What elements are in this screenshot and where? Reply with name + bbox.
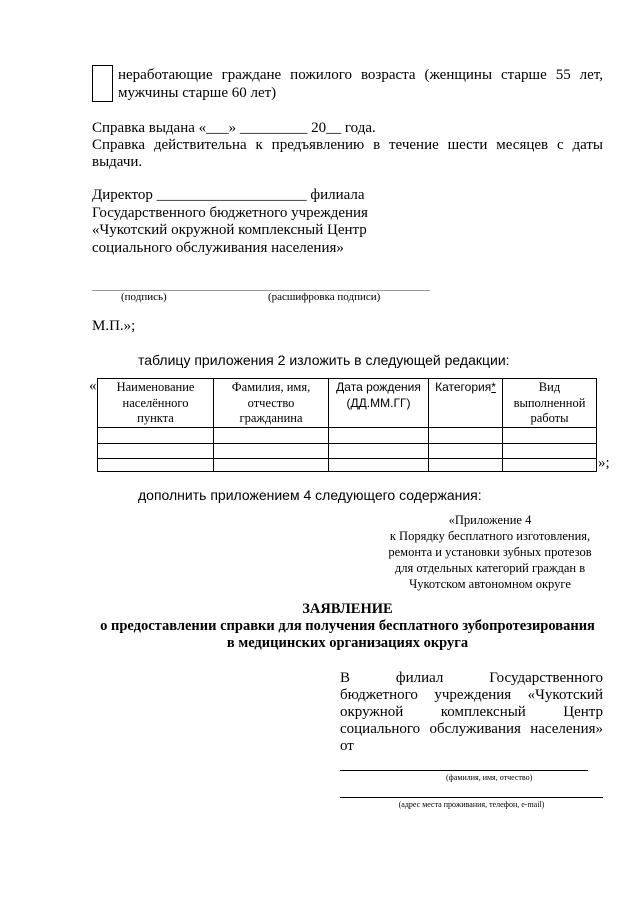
appendix-header-line: «Приложение 4 — [448, 513, 532, 527]
header-line: Наименование — [116, 380, 195, 394]
table-cell — [503, 443, 597, 458]
header-line: Вид — [538, 380, 561, 394]
header-line — [429, 380, 502, 396]
instruction-table-text: таблицу приложения 2 изложить в следующей редакции: — [138, 352, 510, 368]
table-cell — [503, 458, 597, 471]
table-cell — [329, 458, 429, 471]
director-line: Государственного бюджетного учреждения — [92, 204, 368, 221]
table-cell — [329, 443, 429, 458]
addressee-line: бюджетного учреждения «Чукотский — [340, 687, 603, 703]
col-header-settlement — [98, 379, 214, 428]
table-cell — [429, 427, 503, 443]
statement-title: ЗАЯВЛЕНИЕ — [302, 601, 393, 617]
header-line: выполненной — [513, 395, 586, 410]
table-cell — [214, 427, 329, 443]
table-cell — [214, 443, 329, 458]
signature-name-label: (расшифровка подписи) — [268, 291, 381, 303]
table-cell — [429, 458, 503, 471]
statement-heading — [92, 601, 603, 652]
category-label: Категория — [435, 380, 492, 394]
table-cell — [503, 427, 597, 443]
checkbox-item-line: мужчины старше 60 лет) — [118, 85, 277, 101]
addressee-line: окружной комплексный Центр — [340, 704, 603, 720]
table-row — [98, 458, 597, 471]
col-header-birth-date — [329, 379, 429, 428]
recipients-table — [97, 378, 597, 472]
appendix-header-line: для отдельных категорий граждан в — [394, 561, 586, 575]
header-line: Фамилия, имя, — [231, 380, 311, 394]
header-line: Дата рождения — [336, 380, 421, 394]
director-line: Директор ____________________ филиала — [92, 187, 365, 203]
table-cell — [214, 458, 329, 471]
applicant-name-label: (фамилия, имя, отчество) — [446, 773, 533, 782]
applicant-name-line — [340, 770, 588, 771]
addressee-line: социального обслуживания населения» — [340, 721, 603, 737]
footnote-mark: * — [491, 380, 496, 394]
header-line: отчество — [247, 395, 295, 410]
director-line: «Чукотский окружной комплексный Центр — [92, 222, 367, 239]
applicant-address-line — [340, 797, 603, 798]
table-cell — [429, 443, 503, 458]
table-open-quote: « — [89, 378, 97, 394]
checkbox-item-text — [118, 66, 603, 102]
header-line: работы — [530, 411, 569, 425]
table-cell — [98, 443, 214, 458]
table-header-row — [98, 379, 597, 428]
certificate-validity — [92, 137, 603, 171]
col-header-full-name — [214, 379, 329, 428]
statement-subtitle-line: о предоставлении справки для получения бесплатного зубопротезирования — [100, 618, 595, 634]
appendix-header-line: к Порядку бесплатного изготовления, — [389, 529, 591, 543]
addressee-line: В филиал Государственного — [340, 670, 603, 686]
certificate-validity-line: Справка действительна к предъявлению в течение шести месяцев с даты — [92, 137, 603, 153]
director-line: социального обслуживания населения» — [92, 239, 344, 256]
table-close-quote: »; — [598, 455, 610, 471]
col-header-category — [429, 379, 503, 428]
appendix-header-line: Чукотском автономном округе — [409, 577, 571, 591]
table-cell — [329, 427, 429, 443]
header-line: гражданина — [239, 411, 303, 425]
addressee-line: от — [340, 738, 354, 754]
addressee-block — [340, 670, 603, 755]
table-row — [98, 443, 597, 458]
director-block — [92, 187, 368, 257]
signature-label: (подпись) — [121, 291, 167, 303]
statement-subtitle-line: в медицинских организациях округа — [226, 635, 469, 651]
instruction-appendix-text: дополнить приложением 4 следующего содержания: — [138, 487, 482, 503]
header-line: (ДД.ММ.ГГ) — [346, 395, 411, 410]
applicant-address-label: (адрес места проживания, телефон, e-mail) — [398, 800, 545, 809]
table-row — [98, 427, 597, 443]
header-line: пункта — [137, 411, 174, 425]
checkbox-item-line: неработающие граждане пожилого возраста (женщины старше 55 лет, — [118, 67, 603, 83]
table-cell — [98, 458, 214, 471]
appendix-header-line: ремонта и установки зубных протезов — [388, 545, 592, 559]
stamp-mark: М.П.»; — [92, 318, 136, 334]
certificate-validity-line: выдачи. — [92, 154, 143, 170]
appendix-header — [370, 512, 610, 592]
checkbox-box — [92, 65, 113, 102]
col-header-work-type — [503, 379, 597, 428]
certificate-issued-line: Справка выдана «___» _________ 20__ года. — [92, 120, 376, 136]
header-line: населённого — [122, 395, 189, 410]
table-cell — [98, 427, 214, 443]
